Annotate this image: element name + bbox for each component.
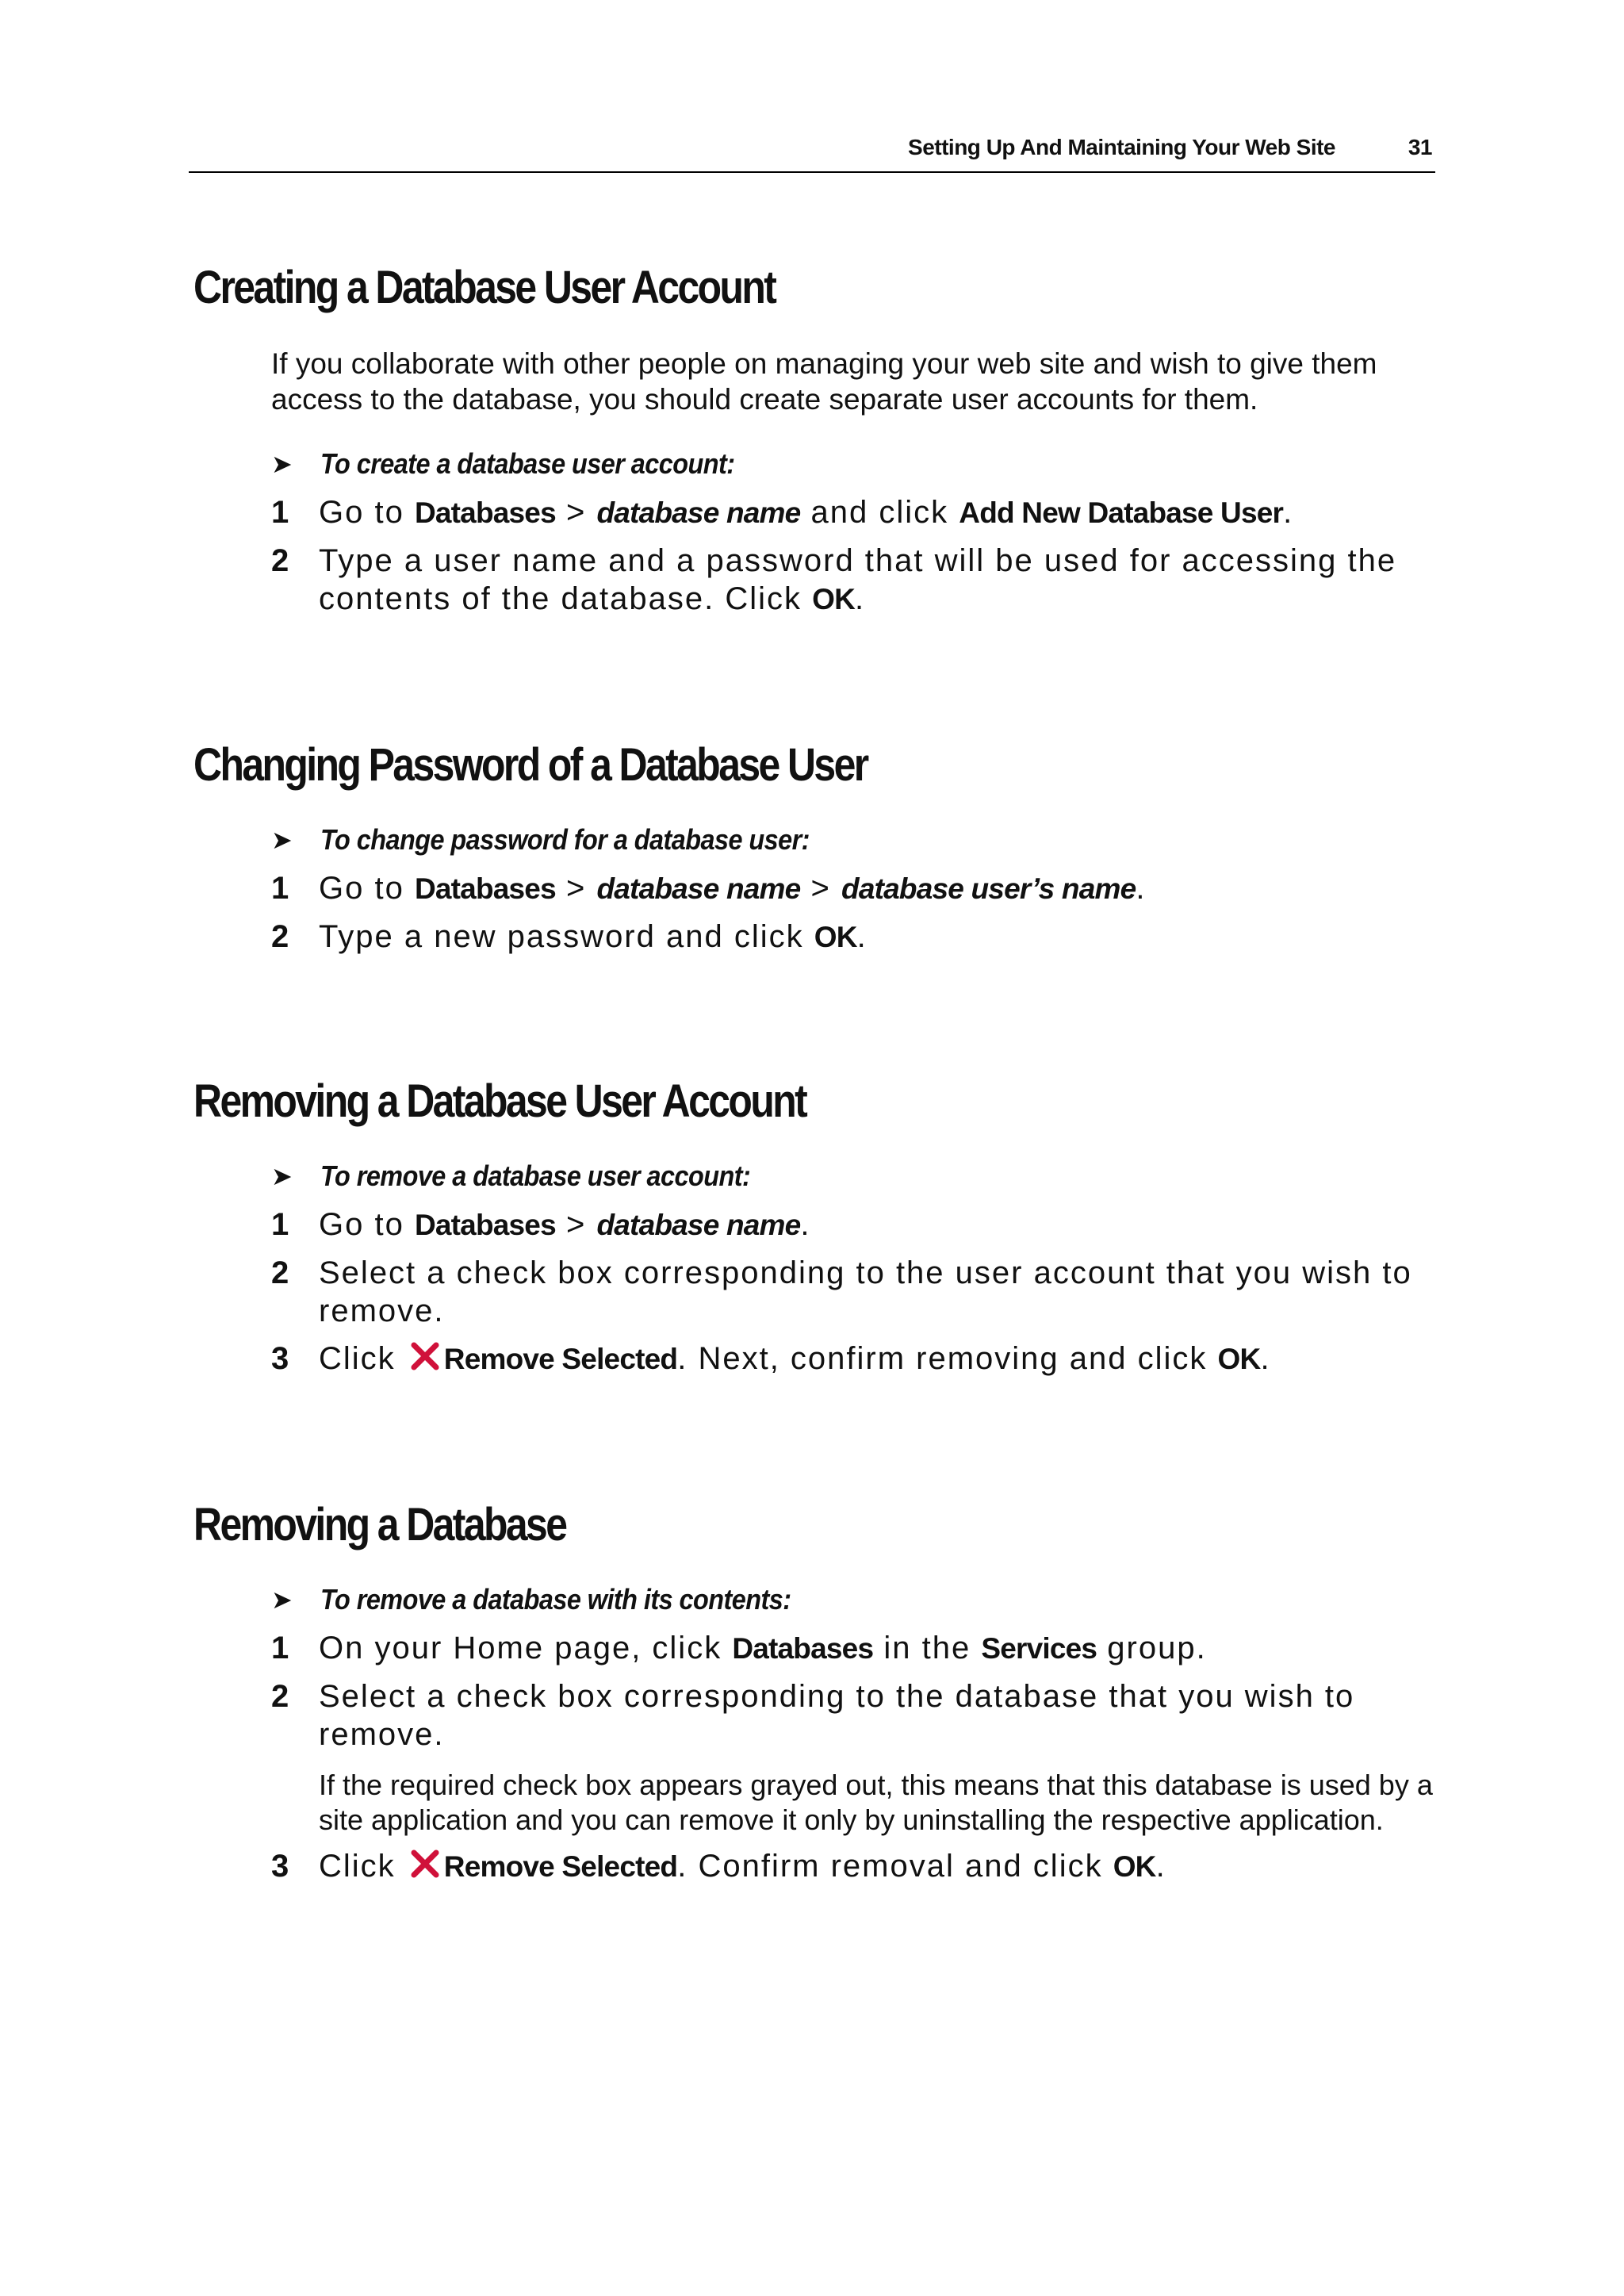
section-title: Creating a Database User Account <box>193 262 776 313</box>
procedure-heading: ➤ To create a database user account: <box>271 444 1446 484</box>
remove-selected-label: Remove Selected <box>443 1343 678 1375</box>
arrow-bullet-icon: ➤ <box>271 1585 293 1614</box>
procedure-heading: ➤ To remove a database with its contents: <box>271 1580 1446 1619</box>
red-x-icon <box>409 1848 441 1880</box>
step-item: 1 On your Home page, click Databases in the Services group. <box>271 1631 1207 1665</box>
step-note: If the required check box appears grayed out, this means that this database is used by a site application and you can remove it only by uninstalling the respective application. <box>319 1769 1433 1836</box>
section-remove-user <box>193 1074 1446 1378</box>
arrow-bullet-icon: ➤ <box>271 450 293 478</box>
section-title: Changing Password of a Database User <box>193 739 868 791</box>
step-item: 2 Select a check box corresponding to the user account that you wish to remove. <box>271 1255 1412 1328</box>
step-item: 2 Select a check box corresponding to the database that you wish to remove. <box>271 1679 1355 1752</box>
step-item: 2 Type a user name and a password that will be used for accessing the contents of the database. Click OK. <box>271 543 1397 616</box>
step-item: 3 Click Remove Selected. Next, confirm removing and click OK. <box>271 1341 1271 1376</box>
procedure-heading: ➤ To remove a database user account: <box>271 1156 1446 1196</box>
running-header <box>189 135 1435 173</box>
step-item: 1 Go to Databases > database name > database user’s name. <box>271 871 1147 906</box>
section-change-password <box>193 738 1446 956</box>
page-number: 31 <box>1408 135 1432 159</box>
section-title: Removing a Database User Account <box>193 1075 806 1127</box>
procedure-heading: ➤ To change password for a database user: <box>271 820 1446 860</box>
intro-paragraph: If you collaborate with other people on managing your web site and wish to give them access to the database, you should create separate user accounts for them. <box>271 347 1377 416</box>
arrow-bullet-icon: ➤ <box>271 826 293 854</box>
step-item: 2 Type a new password and click OK. <box>271 919 868 954</box>
step-item: 1 Go to Databases > database name and click Add New Database User. <box>271 495 1294 530</box>
section-create-user <box>193 260 1446 619</box>
section-title: Removing a Database <box>193 1499 566 1550</box>
arrow-bullet-icon: ➤ <box>271 1162 293 1190</box>
header-title: Setting Up And Maintaining Your Web Site <box>908 135 1335 159</box>
step-item: 1 Go to Databases > database name. <box>271 1207 811 1242</box>
remove-selected-label: Remove Selected <box>443 1850 678 1883</box>
red-x-icon <box>409 1340 441 1372</box>
section-remove-database <box>193 1497 1446 1886</box>
step-item: 3 Click Remove Selected. Confirm removal and click OK. <box>271 1849 1166 1884</box>
